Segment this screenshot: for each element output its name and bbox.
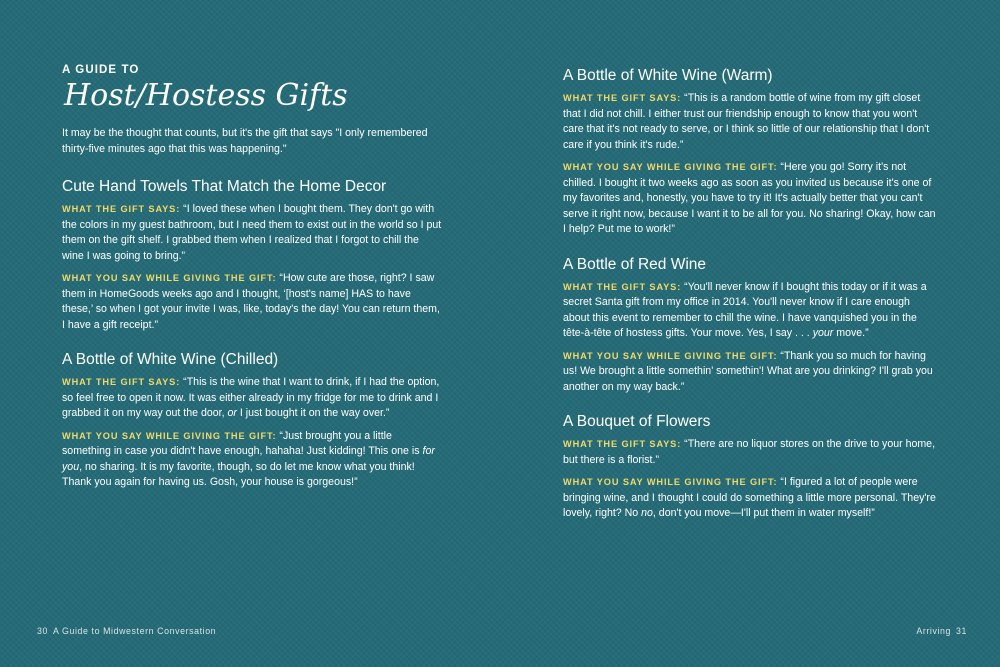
gift-says-paragraph xyxy=(563,437,938,468)
gift-says-label: WHAT THE GIFT SAYS: xyxy=(62,377,181,387)
guide-title: Host/Hostess Gifts xyxy=(64,78,348,113)
giving-text-a: “I figured a lot of people were bringing wine, and I thought I could do something a little more personal. They're lovely, right? No xyxy=(563,476,936,519)
giving-label: WHAT YOU SAY WHILE GIVING THE GIFT: xyxy=(563,477,778,487)
giving-text: “How cute are those, right? I saw them in HomeGoods weeks ago and I thought, ‘[host's name] HAS to have these,’ so when I got your invite I was, like, today's the day! You can return them, I have a gift receipt.” xyxy=(62,272,440,331)
giving-paragraph xyxy=(62,271,442,333)
section-white-wine-chilled xyxy=(62,350,442,491)
gift-says-text: “I loved these when I bought them. They don't go with the colors in my guest bathroom, but I need them to exist out in the world so I put them on the gift shelf. I grabbed them when I realized that I forgot to chill the wine I was going to bring.” xyxy=(62,203,442,262)
giving-label: WHAT YOU SAY WHILE GIVING THE GIFT: xyxy=(62,430,277,441)
giving-label: WHAT YOU SAY WHILE GIVING THE GIFT: xyxy=(62,273,277,283)
gift-says-paragraph xyxy=(563,91,938,153)
section-heading: A Bottle of White Wine (Chilled) xyxy=(62,351,279,368)
section-heading: A Bouquet of Flowers xyxy=(563,413,711,430)
gift-says-text-b: move.” xyxy=(833,327,869,339)
giving-text: “Here you go! Sorry it's not chilled. I bought it two weeks ago as soon as you invited us because it's one of my favorites and, honestly, you have to try it! It's actually better that you can't serve it right now, because I want it to be all for you. No sharing! Okay, how can I help? Put me to work!” xyxy=(563,161,936,235)
running-head-right: Arriving xyxy=(916,626,951,636)
gift-says-emphasis: or xyxy=(227,407,237,419)
guide-kicker: A GUIDE TO xyxy=(62,64,140,76)
running-head-left: A Guide to Midwestern Conversation xyxy=(53,626,217,636)
right-footer xyxy=(916,626,972,636)
giving-emphasis: for you xyxy=(62,445,435,473)
page-number-left: 30 xyxy=(37,626,48,636)
section-flowers xyxy=(563,412,938,522)
right-column xyxy=(563,66,938,539)
gift-says-text-a: “This is the wine that I want to drink, if I had the option, so feel free to open it now. It was either already in my fridge for me to drink and I grabbed it on my way out the door, xyxy=(62,376,440,419)
gift-says-text: “There are no liquor stores on the drive to your home, but there is a florist.” xyxy=(563,438,936,466)
giving-text-b: , no sharing. It is my favorite, though, so do let me know what you think! Thank you again for having us. Gosh, your house is gorgeous!” xyxy=(62,460,415,488)
left-column xyxy=(62,64,442,508)
gift-says-paragraph xyxy=(62,202,442,264)
section-red-wine xyxy=(563,255,938,396)
giving-text: “Thank you so much for having us! We brought a little somethin' somethin'! What are you drinking? I'll grab you another on my way back.” xyxy=(563,349,933,393)
giving-paragraph xyxy=(563,349,938,396)
gift-says-label: WHAT THE GIFT SAYS: xyxy=(563,281,682,292)
section-hand-towels xyxy=(62,177,442,333)
gift-says-label: WHAT THE GIFT SAYS: xyxy=(563,439,682,449)
gift-says-label: WHAT THE GIFT SAYS: xyxy=(563,93,682,103)
gift-says-paragraph xyxy=(563,280,938,342)
giving-emphasis: no xyxy=(641,507,653,519)
left-footer xyxy=(32,626,216,636)
section-white-wine-warm xyxy=(563,66,938,238)
gift-says-text: “This is a random bottle of wine from my gift closet that I did not chill. I either trust our friendship enough to know that you won't care that it's not ready to serve, or I think so little of our relationship that I don't care if you think it's rude.” xyxy=(563,92,930,151)
gift-says-text-b: I just bought it on the way over.” xyxy=(236,407,390,419)
giving-text-b: , don't you move—I'll put them in water myself!” xyxy=(652,507,875,519)
section-heading: A Bottle of White Wine (Warm) xyxy=(563,67,773,84)
section-heading: Cute Hand Towels That Match the Home Decor xyxy=(62,178,387,195)
giving-text-a: “Just brought you a little something in case you didn't have enough, hahaha! Just kidding! This one is xyxy=(62,429,423,457)
giving-label: WHAT YOU SAY WHILE GIVING THE GIFT: xyxy=(563,162,778,172)
giving-paragraph xyxy=(563,160,938,238)
gift-says-label: WHAT THE GIFT SAYS: xyxy=(62,204,181,214)
gift-says-paragraph xyxy=(62,375,442,422)
intro-paragraph: It may be the thought that counts, but it's the gift that says "I only remembered thirty-five minutes ago that this was happening." xyxy=(62,127,428,155)
page-number-right: 31 xyxy=(956,626,967,636)
gift-says-text-a: “You'll never know if I bought this today or if it was a secret Santa gift from my office in 2014. You'll never know if I care enough about this event to remember to chill the wine. I have vanquished you in the tête-à-tête of hostess gifts. Your move. Yes, I say . . . xyxy=(563,280,927,339)
giving-paragraph xyxy=(62,429,442,491)
giving-paragraph xyxy=(563,475,938,522)
section-heading: A Bottle of Red Wine xyxy=(563,255,707,273)
giving-label: WHAT YOU SAY WHILE GIVING THE GIFT: xyxy=(563,350,778,361)
gift-says-emphasis: your xyxy=(812,327,834,339)
right-page xyxy=(500,0,1000,667)
